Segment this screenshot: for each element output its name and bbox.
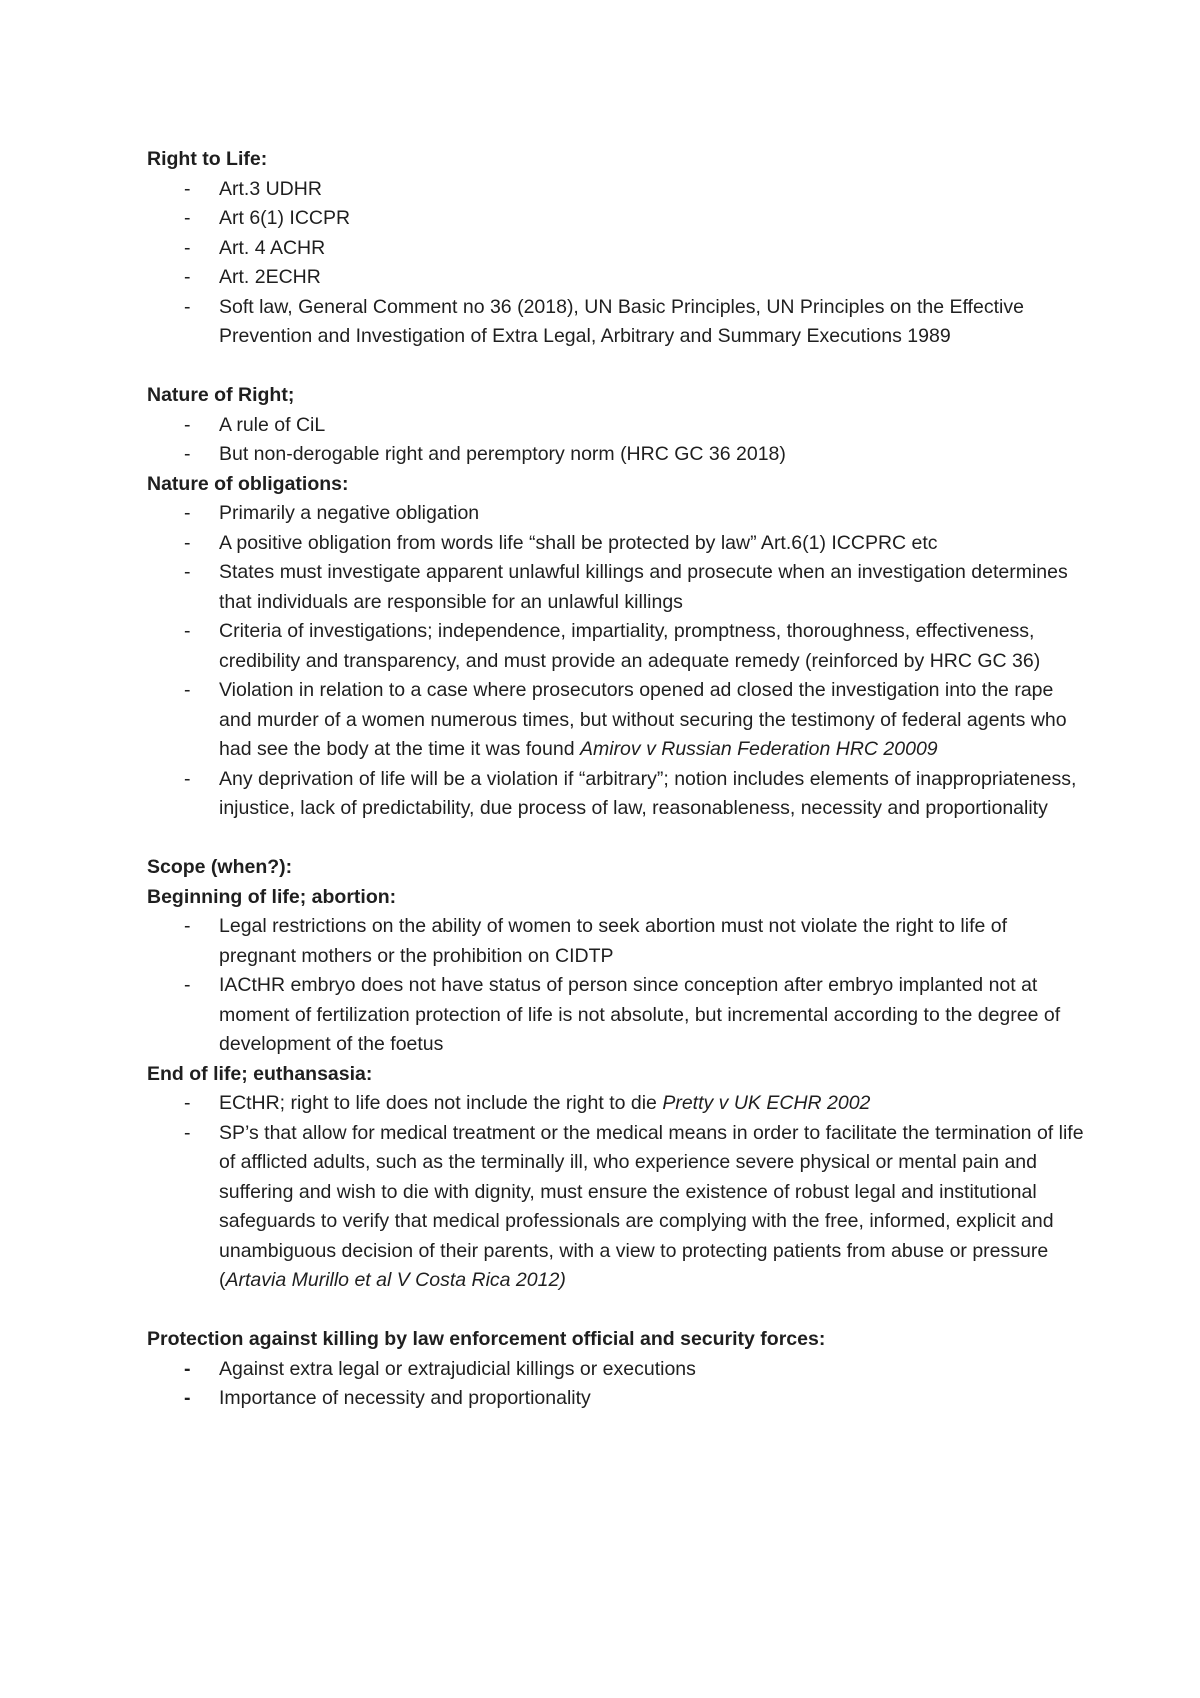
list-item: [147, 499, 1087, 529]
list-right-to-life: [147, 175, 1087, 352]
item-text: Primarily a negative obligation: [219, 502, 480, 524]
item-text: But non-derogable right and peremptory norm (HRC GC 36 2018): [219, 443, 786, 465]
list-item: [147, 263, 1087, 293]
list-item: [147, 676, 1087, 765]
bullet-dash: -: [184, 767, 191, 790]
list-beginning-of-life: [147, 912, 1087, 1060]
bullet-dash: -: [184, 1387, 191, 1409]
list-item: [147, 1089, 1087, 1119]
list-item: [147, 558, 1087, 617]
item-text: Importance of necessity and proportionality: [219, 1387, 591, 1409]
list-item: [147, 204, 1087, 234]
heading-beginning-of-life: Beginning of life; abortion:: [147, 885, 397, 908]
bullet-dash: -: [184, 915, 191, 937]
heading-right-to-life: Right to Life:: [147, 148, 268, 170]
case-citation: Artavia Murillo et al V Costa Rica 2012): [225, 1269, 566, 1291]
item-text: Criteria of investigations; independence, impartiality, promptness, thoroughness, effectiveness, credibility and transparency, and must provide an adequate remedy (reinforced by HRC GC 36): [219, 620, 1041, 672]
bullet-dash: -: [184, 1092, 191, 1114]
item-text: Violation in relation to a case where prosecutors opened ad closed the investigation into the rape and murder of a women numerous times, but without securing the testimony of federal agents who had see the body at the time it was found: [219, 679, 1067, 760]
item-text: A rule of CiL: [219, 413, 326, 436]
bullet-dash: -: [184, 413, 191, 436]
list-item: [147, 617, 1087, 676]
list-item: [147, 765, 1087, 824]
list-item: [147, 971, 1087, 1060]
list-end-of-life: [147, 1089, 1087, 1296]
item-text: States must investigate apparent unlawful killings and prosecute when an investigation determines that individuals are responsible for an unlawful killings: [219, 561, 1068, 613]
bullet-dash: -: [184, 266, 191, 288]
bullet-dash: -: [184, 620, 191, 642]
bullet-dash: -: [184, 502, 191, 524]
blank-line: [147, 824, 1087, 854]
item-text: A positive obligation from words life “shall be protected by law” Art.6(1) ICCPRC etc: [219, 531, 938, 554]
bullet-dash: -: [184, 236, 191, 259]
bullet-dash: -: [184, 295, 191, 318]
heading-scope: Scope (when?):: [147, 856, 293, 878]
heading-nature-of-right: Nature of Right;: [147, 384, 295, 406]
document-body: [147, 145, 1087, 1414]
blank-line: [147, 1296, 1087, 1326]
heading-protection-against-killing: Protection against killing by law enforcement official and security forces:: [147, 1328, 826, 1350]
bullet-dash: -: [184, 679, 191, 701]
blank-line: [147, 352, 1087, 382]
item-text: Against extra legal or extrajudicial killings or executions: [219, 1357, 696, 1380]
heading-nature-of-obligations: Nature of obligations:: [147, 472, 349, 495]
item-text: Any deprivation of life will be a violation if “arbitrary”; notion includes elements of inappropriateness, injustice, lack of predictability, due process of law, reasonableness, necessity and proportionality: [219, 767, 1077, 819]
bullet-dash: -: [184, 443, 191, 465]
item-text: Art. 2ECHR: [219, 266, 321, 288]
list-nature-of-obligations: [147, 499, 1087, 824]
list-item: [147, 912, 1087, 971]
item-text: ECtHR; right to life does not include the right to die: [219, 1092, 663, 1114]
list-protection-against-killing: [147, 1355, 1087, 1414]
item-text: SP’s that allow for medical treatment or the medical means in order to facilitate the termination of life of afflicted adults, such as the terminally ill, who experience severe physical or mental pain and suffering and wish to die with dignity, must ensure the existence of robust legal and institutional safeguards to verify that medical professionals are complying with the free, informed, explicit and unambiguous decision of their parents, with a view to protecting patients from abuse or pressure (: [219, 1121, 1084, 1291]
item-text: Art. 4 ACHR: [219, 236, 326, 259]
list-item: [147, 1384, 1087, 1414]
bullet-dash: -: [184, 974, 191, 996]
list-item: [147, 411, 1087, 441]
bullet-dash: -: [184, 1121, 191, 1144]
item-text: Legal restrictions on the ability of women to seek abortion must not violate the right to life of pregnant mothers or the prohibition on CIDTP: [219, 915, 1008, 967]
bullet-dash: -: [184, 531, 191, 554]
heading-end-of-life: End of life; euthansasia:: [147, 1062, 373, 1085]
item-text: IACtHR embryo does not have status of person since conception after embryo implanted not at moment of fertilization protection of life is not absolute, but incremental according to the degree of development of the foetus: [219, 974, 1061, 1055]
case-citation: Pretty v UK ECHR 2002: [662, 1092, 871, 1114]
item-text: Soft law, General Comment no 36 (2018), UN Basic Principles, UN Principles on the Effective Prevention and Investigation of Extra Legal, Arbitrary and Summary Executions 1989: [219, 295, 1024, 347]
list-item: [147, 529, 1087, 559]
list-item: [147, 234, 1087, 264]
bullet-dash: -: [184, 561, 191, 583]
bullet-dash: -: [184, 207, 191, 229]
list-item: [147, 1355, 1087, 1385]
list-item: [147, 293, 1087, 352]
case-citation: Amirov v Russian Federation HRC 20009: [579, 738, 938, 760]
bullet-dash: -: [184, 177, 191, 200]
list-item: [147, 175, 1087, 205]
list-item: [147, 440, 1087, 470]
item-text: Art.3 UDHR: [219, 177, 322, 200]
item-text: Art 6(1) ICCPR: [219, 207, 351, 229]
list-nature-of-right: [147, 411, 1087, 470]
list-item: [147, 1119, 1087, 1296]
bullet-dash: -: [184, 1357, 191, 1380]
